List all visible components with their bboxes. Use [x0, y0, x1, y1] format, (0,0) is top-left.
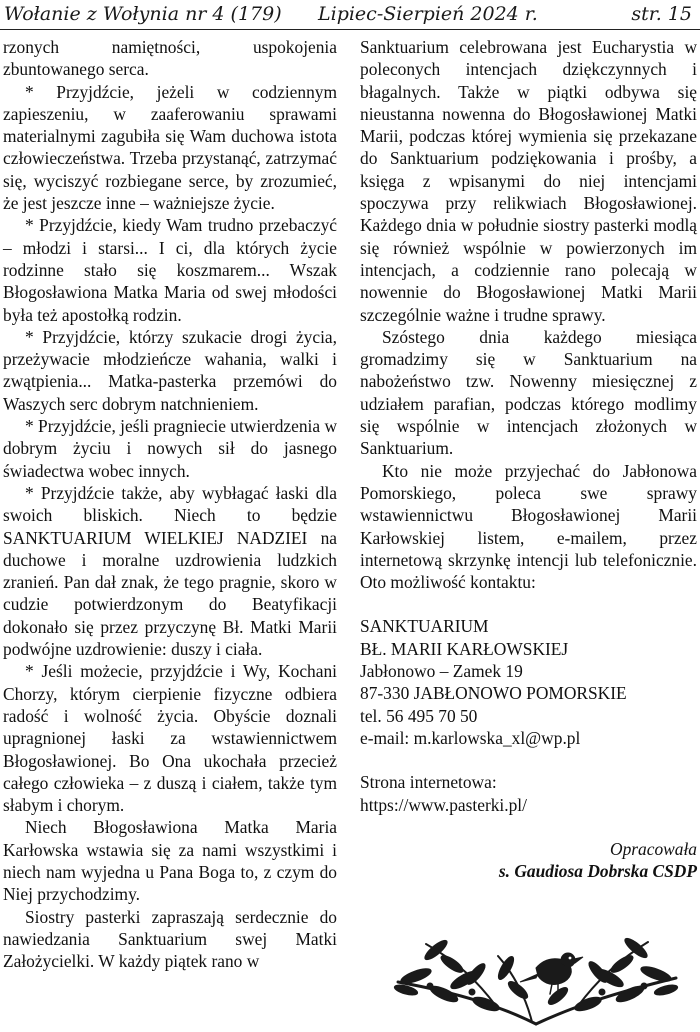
website-label: Strona internetowa: — [360, 772, 497, 793]
contact-address: Jabłonowo – Zamek 19 — [360, 661, 523, 682]
page-header — [0, 0, 700, 30]
paragraph: rzonych namiętności, uspokojenia zbuntowanego serca. — [3, 37, 337, 80]
contact-postal: 87-330 JABŁONOWO POMORSKIE — [360, 683, 627, 704]
contact-email: e-mail: m.karlowska_xl@wp.pl — [360, 727, 581, 748]
paragraph: Siostry pasterki zapraszają serdecznie do nawiedzania Sanktuarium swej Matki Założycielki. W każdy piątek rano w — [3, 906, 337, 972]
paragraph: Sanktuarium celebrowana jest Eucharystia w poleconych intencjach dziękczynnych i błagalnych. Także w piątki odbywa się nieustanna nowenna do Błogosławionej Matki Marii, podczas której wymienia się przekazane do Sanktuarium podziękowania i prośby, a księga z wpisanymi do niej intencjami spoczywa przy relikwiach Błogosławionej. Każdego dnia w południe siostry pasterki modlą się również wspólnie w powierzonych im intencjach, a codziennie rano polecają w nowennie do Błogosławionej Matki Marii szczególnie ważne i trudne sprawy. — [360, 37, 697, 325]
paragraph: Niech Błogosławiona Matka Maria Karłowska wstawia się za nami wszystkimi i niech nam wyjedna u Pana Boga to, z czym do Niej przychodzimy. — [3, 817, 337, 905]
paragraph: Kto nie może przyjechać do Jabłonowa Pomorskiego, poleca swe sprawy wstawiennictwu Błogosławionej Marii Karłowskiej listem, e-mailem, przez internetową skrzynkę intencji lub telefonicznie. Oto możliwość kontaktu: — [360, 460, 697, 593]
publication-title: Wołanie z Wołynia nr 4 (179) — [4, 3, 282, 25]
issue-date: Lipiec-Sierpień 2024 r. — [318, 3, 538, 25]
contact-phone: tel. 56 495 70 50 — [360, 705, 478, 726]
page-number: str. 15 — [631, 3, 692, 25]
paragraph: * Przyjdźcie, którzy szukacie drogi życia, przeżywacie młodzieńcze wahania, walki i zwątpienia... Matka-pasterka przemówi do Waszych serc dobrym natchnieniem. — [3, 326, 337, 414]
contact-line: SANKTUARIUM — [360, 616, 489, 637]
website-url: https://www.pasterki.pl/ — [360, 794, 527, 815]
contact-line: BŁ. MARII KARŁOWSKIEJ — [360, 638, 569, 659]
paragraph: Szóstego dnia każdego miesiąca gromadzimy się w Sanktuarium na nabożeństwo tzw. Nowenny miesięcznej z udziałem parafian, podczas którego modlimy się wspólnie w intencjach złożonych w Sanktuarium. — [360, 326, 697, 459]
signature — [360, 838, 697, 883]
paragraph: * Przyjdźcie także, aby wybłagać łaski dla swoich bliskich. Niech to będzie SANKTUARIUM WIELKIEJ NADZIEI na duchowe i moralne uzdrowienia ludzkich zranień. Pan dał znak, że tego pragnie, skoro w cudzie potwierdzonym do Beatyfikacji dokonało się przez przyczynę Bł. Matki Marii podwójne uzdrowienie: duszy i ciała. — [3, 482, 337, 660]
website-block — [360, 771, 697, 816]
signature-author: s. Gaudiosa Dobrska CSDP — [498, 861, 697, 882]
left-column — [3, 36, 337, 972]
paragraph: * Przyjdźcie, jeżeli w codziennym zapieszeniu, w zaaferowaniu sprawami materialnymi zagubiła się Wam duchowa istota człowieczeństwa. Trzeba przystanąć, zatrzymać się, wyciszyć rozbiegane serce, by zrozumieć, że jest jeszcze inne – ważniejsze życie. — [3, 81, 337, 214]
contact-block — [360, 615, 697, 749]
olive-branch-with-bird-icon — [386, 912, 686, 1028]
paragraph: * Jeśli możecie, przyjdźcie i Wy, Kochani Chorzy, którym cierpienie fizyczne odbiera radość i wolność życia. Obyście doznali upragnionej łaski za wstawiennictwem Błogosławionej. Bo Ona ukochała przecież całego człowieka – z duszą i ciałem, także tym słabym i chorym. — [3, 661, 337, 816]
right-column — [360, 36, 697, 882]
paragraph: * Przyjdźcie, kiedy Wam trudno przebaczyć – młodzi i starsi... I ci, dla których życie rodzinne stało się koszmarem... Wszak Błogosławiona Matka Maria od swej młodości była też apostołką rodzin. — [3, 215, 337, 325]
paragraph: * Przyjdźcie, jeśli pragniecie utwierdzenia w dobrym życiu i nowych sił do jasnego świadectwa wobec innych. — [3, 416, 337, 481]
signature-role: Opracowała — [610, 838, 697, 859]
